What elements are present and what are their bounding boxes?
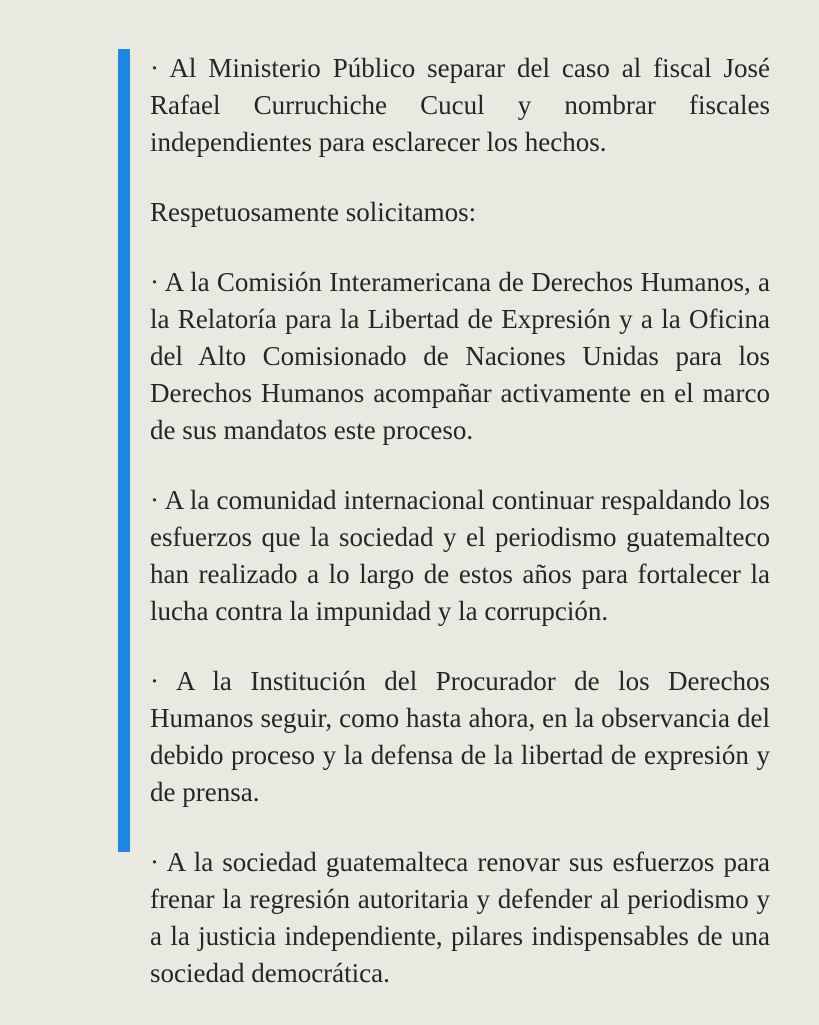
paragraph-comunidad-internacional: · A la comunidad internacional continuar respaldando los esfuerzos que la sociedad y el periodismo guatemalteco han realizado a lo largo de estos años para fortalecer la lucha contra la impunidad y la corrupción. [150, 485, 770, 626]
paragraph-comision-interamericana: · A la Comisión Interamericana de Derechos Humanos, a la Relatoría para la Libertad de Expresión y a la Oficina del Alto Comisionado de Naciones Unidas para los Derechos Humanos acompañar activamente en el marco de sus mandatos este proceso. [150, 267, 770, 445]
paragraph-procurador-derechos-humanos: · A la Institución del Procurador de los Derechos Humanos seguir, como hasta ahora, en la observancia del debido proceso y la defensa de la libertad de expresión y de prensa. [150, 666, 770, 807]
paragraph-respetuosamente-solicitamos: Respetuosamente solicitamos: [150, 197, 477, 227]
paragraph-sociedad-guatemalteca: · A la sociedad guatemalteca renovar sus esfuerzos para frenar la regresión autoritaria y defender al periodismo y a la justicia independiente, pilares indispensables de una sociedad democrática. [150, 847, 770, 988]
paragraph-ministerio-publico: · Al Ministerio Público separar del caso al fiscal José Rafael Curruchiche Cucul y nombrar fiscales independientes para esclarecer los hechos. [150, 53, 770, 157]
statement-text-block [150, 50, 770, 1025]
left-accent-bar [118, 49, 130, 852]
